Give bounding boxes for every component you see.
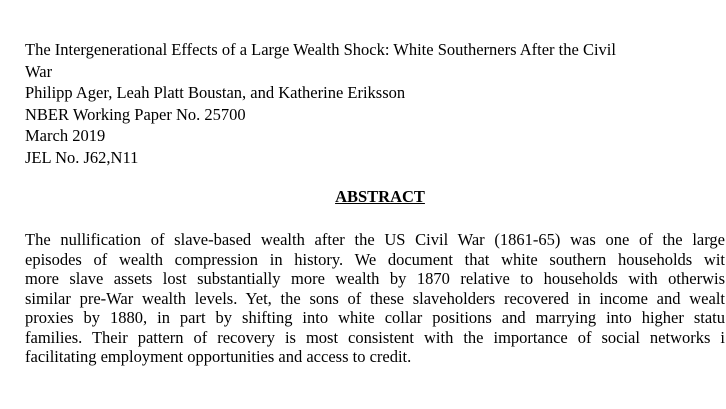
abstract-heading: ABSTRACT [335,187,425,206]
abstract-line: episodes of wealth compression in history. We document that white southern households wit [25,249,725,269]
abstract-line: more slave assets lost substantially more wealth by 1870 relative to households with otherwis [25,269,725,288]
paper-authors: Philipp Ager, Leah Platt Boustan, and Katherine Eriksson [25,83,406,102]
abstract-line: families. Their pattern of recovery is most consistent with the importance of social networks i [25,327,725,347]
paper-jel-codes: JEL No. J62,N11 [25,147,139,167]
abstract-line: proxies by 1880, in part by shifting into white collar positions and marrying into higher statu [25,308,725,327]
abstract-line: The nullification of slave-based wealth after the US Civil War (1861-65) was one of the large [25,230,725,249]
paper-title-line-1: The Intergenerational Effects of a Large Wealth Shock: White Southerners After the Civil [25,40,616,59]
abstract-body [25,230,726,367]
paper-title-line-2: War [25,61,53,81]
paper-series: NBER Working Paper No. 25700 [25,104,246,124]
paper-date: March 2019 [25,126,106,145]
abstract-line: facilitating employment opportunities and access to credit. [25,347,412,366]
paper-header [25,39,715,168]
abstract-line: similar pre-War wealth levels. Yet, the sons of these slaveholders recovered in income and wealt [25,288,725,308]
